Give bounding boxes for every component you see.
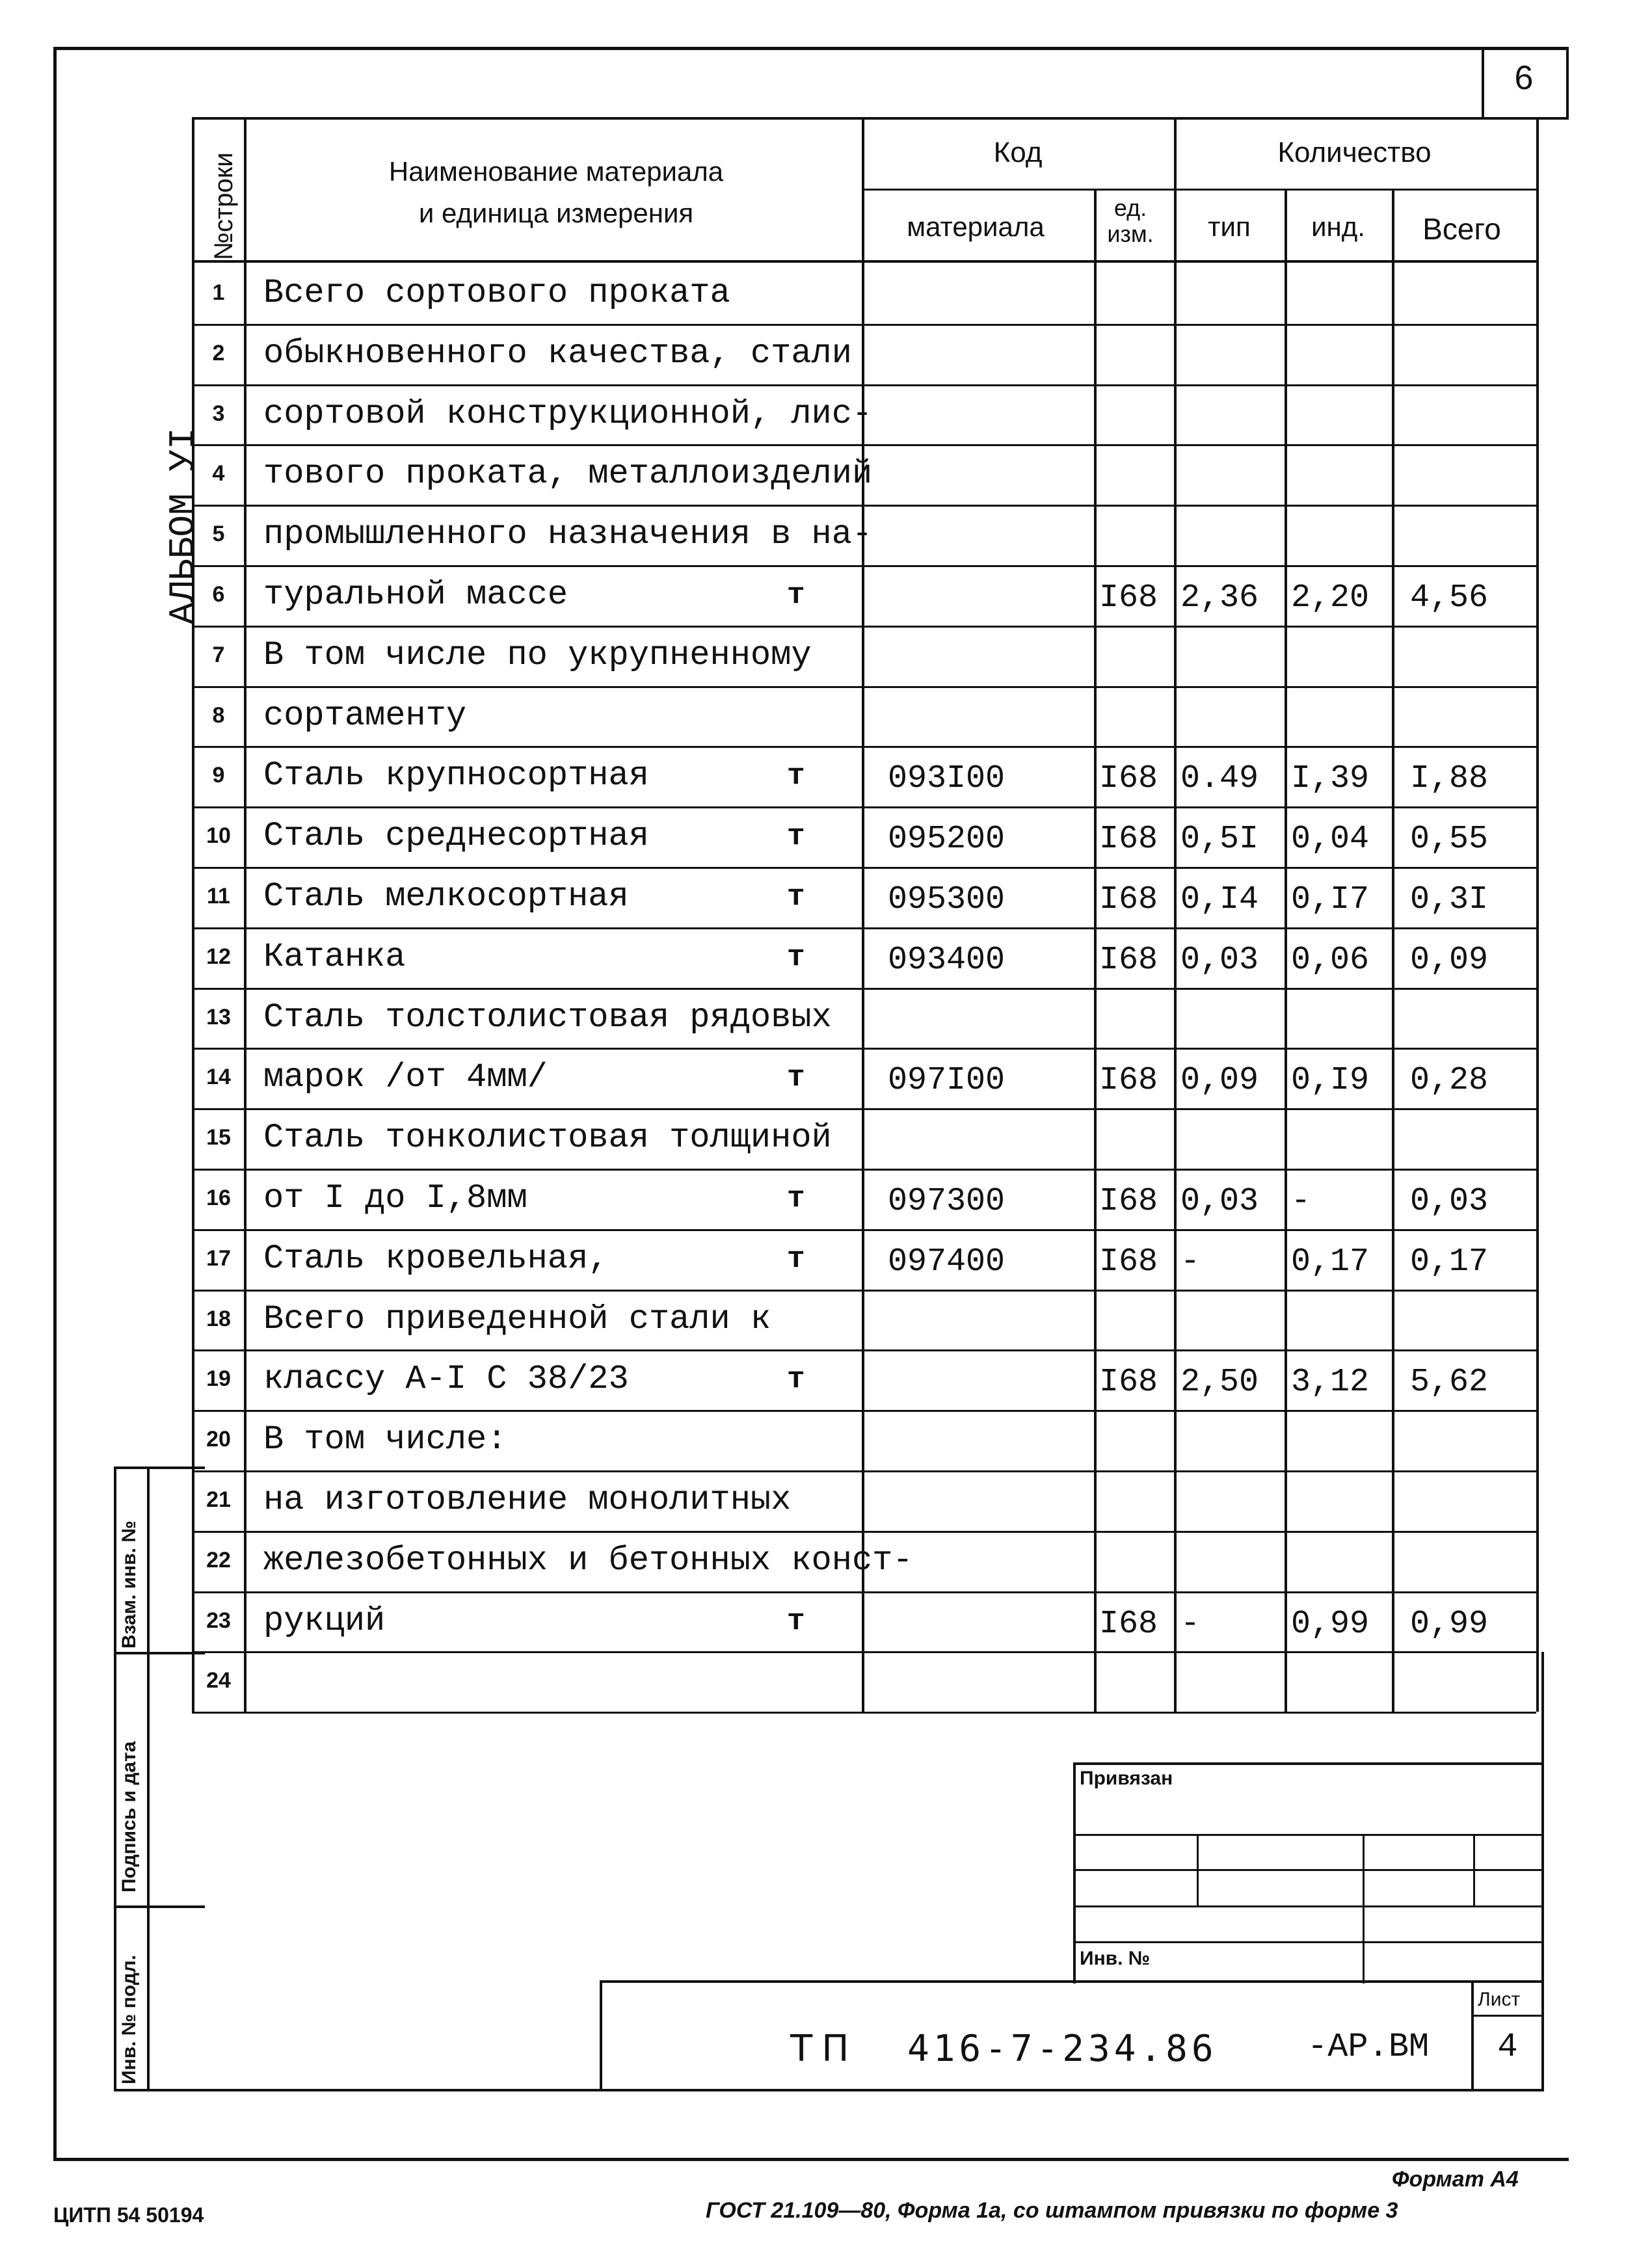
row-unit-letter: т [787, 759, 805, 793]
row-total: 0,03 [1410, 1183, 1489, 1220]
row-unit-letter: т [787, 940, 805, 974]
table-row-line [192, 1169, 1536, 1171]
title-top [600, 1980, 1544, 1983]
row-unit-letter: т [787, 578, 805, 612]
side-strip-outer [114, 1466, 116, 2091]
row-name: Сталь мелкосортная [263, 877, 629, 916]
table-row-line [192, 1712, 1536, 1714]
row-number: 11 [207, 884, 230, 909]
row-number: 6 [212, 582, 225, 607]
table-col-line [1285, 189, 1287, 1712]
row-type: 0,03 [1180, 1183, 1259, 1220]
table-row-line [192, 1108, 1536, 1110]
table-row-line [192, 1349, 1536, 1351]
row-code: 095200 [888, 821, 1006, 858]
row-type: 0,I4 [1180, 881, 1259, 918]
row-number: 12 [206, 944, 231, 969]
table-row-line [192, 988, 1536, 990]
row-name: Сталь крупносортная [263, 756, 649, 795]
row-number: 17 [206, 1246, 231, 1271]
footer-gost: ГОСТ 21.109—80, Форма 1а, со штампом привязки по форме 3 [706, 2198, 1398, 2223]
row-number: 21 [206, 1487, 231, 1512]
row-unit-letter: т [787, 1604, 805, 1638]
row-type: 0,5I [1180, 821, 1259, 858]
row-ind: - [1291, 1183, 1311, 1220]
row-ind: 0,06 [1291, 942, 1370, 979]
row-type: 0,09 [1180, 1062, 1259, 1099]
row-name: Сталь тонколистовая толщиной [263, 1119, 832, 1157]
table-row-line [192, 927, 1536, 929]
table-row-line [192, 1470, 1536, 1472]
table-row-line [192, 1531, 1536, 1533]
row-name: марок /от 4мм/ [263, 1058, 548, 1096]
side-strip-inner [147, 1466, 150, 2091]
table-col-line [1094, 189, 1097, 1712]
row-name: Катанка [263, 938, 406, 976]
table-row-line [192, 806, 1536, 808]
table-row-line [192, 746, 1536, 748]
stamp-h3 [1073, 1905, 1544, 1907]
header-type: тип [1208, 211, 1251, 242]
side-strip-top [114, 1466, 205, 1469]
row-number: 7 [212, 643, 225, 667]
table-row-line [192, 1048, 1536, 1050]
row-total: I,88 [1410, 760, 1489, 797]
row-type: - [1180, 1243, 1201, 1281]
row-ind: 0,I7 [1291, 881, 1370, 918]
row-name: Сталь толстолистовая рядовых [263, 998, 832, 1037]
row-total: 0,3I [1410, 881, 1489, 918]
row-number: 1 [212, 280, 225, 305]
row-number: 22 [206, 1548, 231, 1573]
table-row-line [192, 686, 1536, 688]
row-name: Всего сортового проката [263, 274, 730, 312]
table-row-line [192, 324, 1536, 326]
header-total: Всего [1422, 212, 1501, 246]
row-unit: I68 [1099, 942, 1158, 979]
title-doc-prefix: ТП [790, 2028, 859, 2070]
row-unit: I68 [1099, 760, 1158, 797]
row-number: 5 [212, 522, 225, 546]
row-total: 0,28 [1410, 1062, 1489, 1099]
row-name: рукций [263, 1602, 386, 1640]
side-inv-podl: Инв. № подл. [118, 1954, 140, 2084]
row-number: 24 [206, 1668, 231, 1693]
row-ind: 2,20 [1291, 579, 1370, 617]
row-unit: I68 [1099, 1243, 1158, 1281]
row-name: В том числе: [263, 1420, 507, 1459]
row-name: Всего приведенной стали к [263, 1300, 771, 1338]
table-row-line [192, 1591, 1536, 1593]
lower-right [1541, 1652, 1544, 2091]
row-name: В том числе по укрупненному [263, 636, 812, 674]
row-code: 093400 [888, 942, 1006, 979]
header-ind: инд. [1311, 211, 1365, 242]
row-ind: 0,99 [1291, 1606, 1370, 1643]
side-strip-mid [114, 1652, 205, 1654]
table-row-line [192, 626, 1536, 628]
table-row-line [192, 1229, 1536, 1231]
page-number: 6 [1514, 59, 1534, 97]
row-total: 5,62 [1410, 1364, 1489, 1401]
row-unit: I68 [1099, 881, 1158, 918]
side-strip-div [114, 1905, 205, 1908]
row-type: - [1180, 1606, 1201, 1643]
row-name: Сталь кровельная, [263, 1240, 609, 1278]
row-total: 0,55 [1410, 821, 1489, 858]
table-row-line [192, 444, 1536, 446]
row-number: 16 [206, 1186, 231, 1210]
row-number: 13 [206, 1005, 231, 1029]
table-row-line [192, 565, 1536, 567]
row-ind: 0,04 [1291, 821, 1370, 858]
row-name: промышленного назначения в на- [263, 515, 873, 553]
row-number: 15 [206, 1125, 231, 1150]
row-number: 14 [206, 1065, 231, 1089]
title-list-h [1471, 2015, 1544, 2017]
title-left [600, 1980, 602, 2091]
row-ind: 3,12 [1291, 1364, 1370, 1401]
row-number: 18 [206, 1307, 231, 1331]
table-row-line [192, 1651, 1536, 1653]
row-unit-letter: т [787, 1362, 805, 1396]
row-number: 10 [206, 823, 231, 848]
row-unit-letter: т [787, 1182, 805, 1215]
row-ind: 0,17 [1291, 1243, 1370, 1281]
row-type: 0,03 [1180, 942, 1259, 979]
stamp-inv-no: Инв. № [1080, 1948, 1151, 1969]
row-name: на изготовление монолитных [263, 1481, 792, 1519]
row-number: 2 [212, 341, 225, 365]
stamp-privyazan: Привязан [1080, 1768, 1173, 1789]
header-unit: ед. изм. [1107, 194, 1154, 247]
row-code: 097400 [888, 1243, 1006, 1281]
row-type: 2,36 [1180, 579, 1259, 617]
side-vzam: Взам. инв. № [118, 1520, 140, 1649]
title-doc-code: 416-7-234.86 [907, 2028, 1218, 2070]
table-row-line [192, 505, 1536, 507]
row-name: сортовой конструкционной, лис- [263, 395, 873, 433]
table-col-line [1536, 117, 1539, 1712]
frame-bottom [53, 2158, 1569, 2161]
row-number: 20 [206, 1427, 231, 1452]
header-sub-divider [862, 189, 1536, 191]
stamp-top [1073, 1762, 1544, 1765]
stamp-left [1073, 1762, 1076, 1984]
row-code: 097300 [888, 1183, 1006, 1220]
table-row-line [192, 384, 1536, 386]
row-unit-letter: т [787, 1061, 805, 1095]
lower-bottom [114, 2089, 1544, 2091]
stamp-v1 [1197, 1834, 1199, 1905]
row-number: 23 [206, 1608, 231, 1633]
table-col-line [244, 117, 246, 1712]
row-type: 0.49 [1180, 760, 1259, 797]
row-code: 093I00 [888, 760, 1006, 797]
header-name-line1: Наименование материала [388, 156, 724, 187]
stamp-v2 [1363, 1834, 1365, 1984]
footer-format: Формат А4 [1392, 2167, 1519, 2192]
table-col-line [1174, 117, 1177, 1712]
table-row-line [192, 1290, 1536, 1292]
table-row-line [192, 1410, 1536, 1412]
row-number: 9 [212, 763, 225, 788]
row-unit: I68 [1099, 1364, 1158, 1401]
row-type: 2,50 [1180, 1364, 1259, 1401]
row-number: 8 [212, 703, 225, 728]
row-code: 095300 [888, 881, 1006, 918]
row-number: 19 [206, 1366, 231, 1391]
row-name: туральной массе [263, 576, 568, 614]
table-col-line [1392, 189, 1394, 1712]
row-name: железобетонных и бетонных конст- [263, 1541, 913, 1580]
row-code: 097I00 [888, 1062, 1006, 1099]
header-name-line2: и единица измерения [418, 198, 694, 228]
row-name: сортаменту [263, 697, 467, 735]
row-name: классу А-I С 38/23 [263, 1360, 629, 1398]
table-row-line [192, 867, 1536, 869]
title-doc-suffix: -АР.ВМ [1307, 2028, 1430, 2066]
header-code: Код [993, 137, 1043, 168]
row-unit-letter: т [787, 819, 805, 853]
title-list-label: Лист [1478, 1989, 1521, 2010]
album-label: АЛЬБОМ УI [163, 427, 204, 624]
row-total: 0,09 [1410, 942, 1489, 979]
stamp-h4 [1073, 1941, 1544, 1943]
row-unit: I68 [1099, 821, 1158, 858]
row-unit-letter: т [787, 1242, 805, 1276]
table-col-line [862, 117, 864, 1712]
header-material: материала [907, 211, 1045, 242]
row-unit: I68 [1099, 579, 1158, 617]
footer-org: ЦИТП 54 50194 [53, 2203, 204, 2227]
header-row-no: №строки [209, 152, 238, 260]
title-list-no: 4 [1497, 2028, 1518, 2066]
stamp-v3 [1473, 1834, 1475, 1905]
row-total: 0,17 [1410, 1243, 1489, 1281]
row-name: обыкновенного качества, стали [263, 334, 852, 373]
row-ind: 0,I9 [1291, 1062, 1370, 1099]
side-podpis: Подпись и дата [118, 1741, 140, 1892]
row-unit-letter: т [787, 880, 805, 914]
row-total: 4,56 [1410, 579, 1489, 617]
row-number: 4 [212, 461, 225, 486]
row-unit: I68 [1099, 1062, 1158, 1099]
row-name: от I до I,8мм [263, 1179, 527, 1217]
row-unit: I68 [1099, 1606, 1158, 1643]
row-total: 0,99 [1410, 1606, 1489, 1643]
header-quantity: Количество [1277, 137, 1432, 168]
row-ind: I,39 [1291, 760, 1370, 797]
row-name: тового проката, металлоизделий [263, 455, 873, 493]
row-name: Сталь среднесортная [263, 817, 649, 855]
row-unit: I68 [1099, 1183, 1158, 1220]
row-number: 3 [212, 401, 225, 426]
